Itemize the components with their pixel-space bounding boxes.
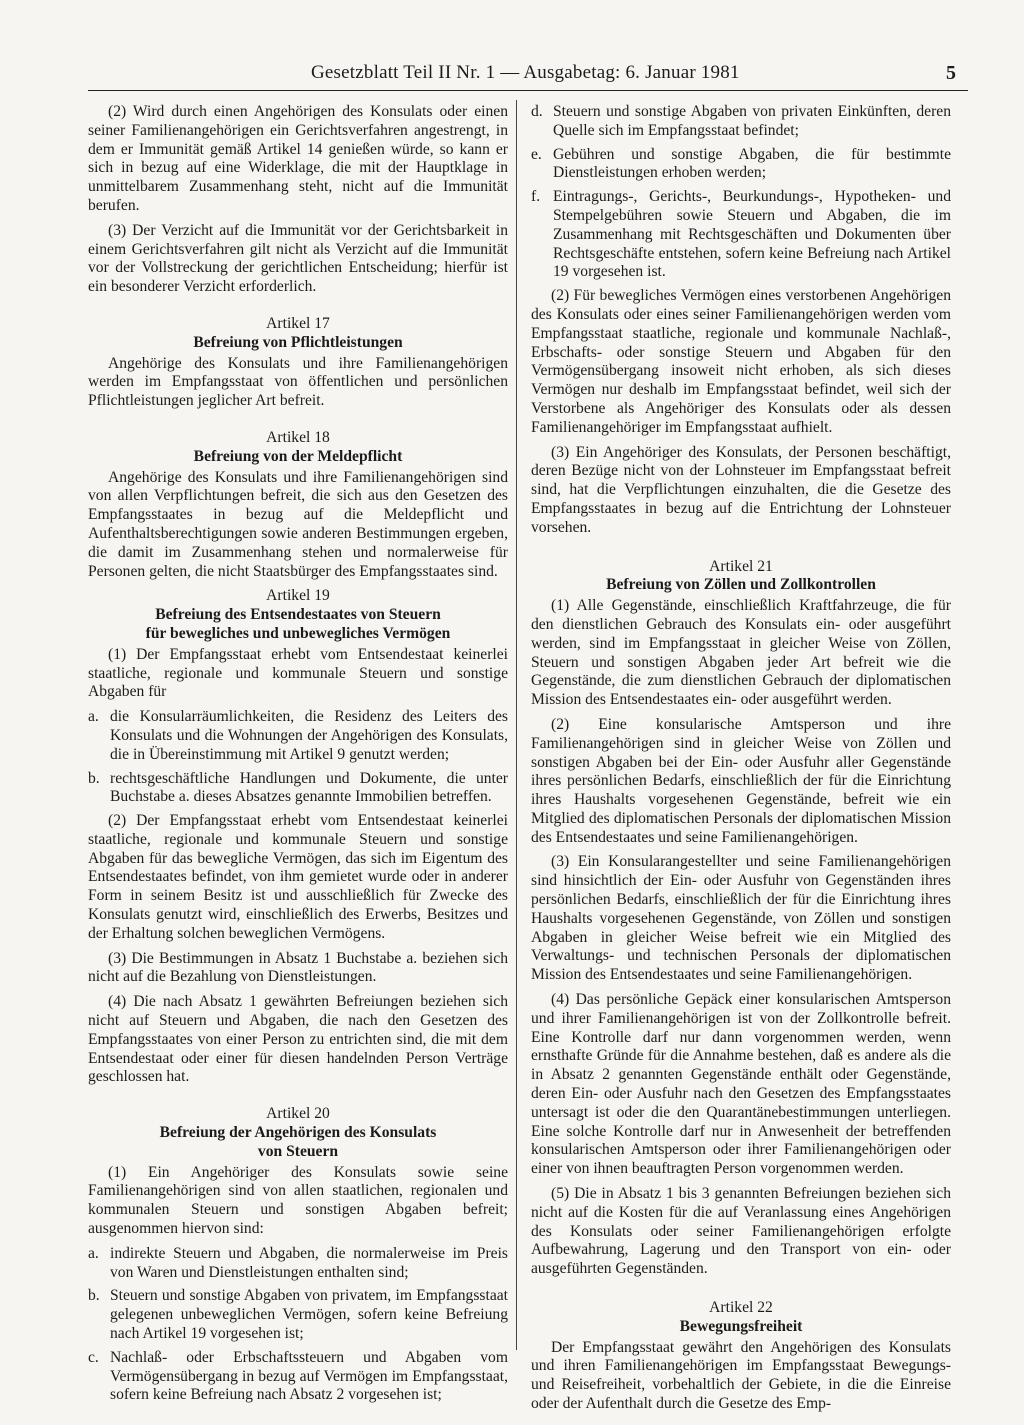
paragraph: (3) Der Verzicht auf die Immunität vor der Gerichtsbarkeit in einem Gerichtsverfahren gilt nicht als Verzicht auf die Immunität vor der Vollstreckung der gerichtlichen Entscheidung; hierfür ist ein besonderer Verzicht erforderlich. [88,221,508,296]
list-item-text: die Konsularräumlichkeiten, die Residenz des Leiters des Konsulats und die Wohnungen der Angehörigen des Konsulats, die in Übereinstimmung mit Artikel 9 genutzt werden; [110,708,508,763]
list-item-text: indirekte Steuern und Abgaben, die normalerweise im Preis von Waren und Dienstleistungen enthalten sind; [110,1244,508,1281]
article-title: Bewegungsfreiheit [679,1317,803,1335]
list-item [88,708,508,764]
article-title-continued: für bewegliches und unbewegliches Vermögen [145,624,451,642]
article-number: Artikel 21 [709,557,773,575]
article-heading [531,1299,951,1337]
paragraph: Der Empfangsstaat gewährt den Angehörigen des Konsulats und ihren Familienangehörigen im Empfangsstaat Bewegungs- und Reisefreiheit, vorbehaltlich der Gebiete, in die die Einreise oder der Aufenthalt durch die Gesetze des Emp- [531,1338,951,1412]
article-heading [88,429,508,467]
paragraph: (2) Der Empfangsstaat erhebt vom Entsendestaat keinerlei staatliche, regionale und kommunale Steuern und sonstige Abgaben für das bewegliche Vermögen, das sich im Eigentum des Entsendestaates befindet, von ihm gemietet wurde oder in anderer Form in seinem Besitz ist und ausschließlich für Zwecke des Konsulats genutzt wird, einschließlich des Erwerbs, Besitzes und der Erhaltung solchen beweglichen Vermögens. [88,812,508,942]
list-item [531,188,951,282]
article-title: Befreiung von der Meldepflicht [193,447,403,465]
paragraph: (2) Wird durch einen Angehörigen des Konsulats oder einen seiner Familienangehörigen ein Gerichtsverfahren angestrengt, in dem er Immunität gemäß Artikel 14 genießen würde, so kann er sich in bezug auf eine Widerklage, die mit der Hauptklage in unmittelbarem Zusammenhang steht, nicht auf die Immunität berufen. [88,103,508,214]
page-number: 5 [946,62,956,84]
list-item-text: Gebühren und sonstige Abgaben, die für bestimmte Dienstleistungen erhoben werden; [553,145,951,182]
paragraph: (1) Alle Gegenstände, einschließlich Kraftfahrzeuge, die für den dienstlichen Gebrauch des Konsulats ein- oder ausgeführt werden, sind im Empfangsstaat in gleicher Weise von Zöllen, Steuern und sonstigen Abgaben jeder Art befreit wie die Gegenstände, die zum dienstlichen Gebrauch der diplomatischen Mission des Entsendestaates ein- oder ausgeführt werden. [531,597,951,709]
list-item-text: Nachlaß- oder Erbschaftssteuern und Abgaben vom Vermögensübergang in bezug auf Vermögen im Empfangsstaat, sofern keine Befreiung nach Absatz 2 vorgesehen ist; [110,1348,508,1404]
article-number: Artikel 20 [266,1105,330,1123]
list-item-label: d. [531,103,543,120]
paragraph: (5) Die in Absatz 1 bis 3 genannten Befreiungen beziehen sich nicht auf die Kosten für die auf Veranlassung eines Angehörigen des Konsulats oder seiner Familienangehörigen erfolgte Aufbewahrung, Lagerung und den Transport von ein- oder ausgeführten Gegenständen. [531,1185,951,1278]
list-item-text: Eintragungs-, Gerichts-, Beurkundungs-, Hypotheken- und Stempelgebühren sowie Steuern und Abgaben, die im Zusammenhang mit Rechtsgeschäften und Dokumenten über Rechtsgeschäfte entstehen, sofern keine Befreiung nach Artikel 19 vorgesehen ist. [553,188,951,281]
column-divider [516,100,517,1350]
paragraph: (3) Die Bestimmungen in Absatz 1 Buchstabe a. beziehen sich nicht auf die Bezahlung von Dienstleistungen. [88,949,508,986]
paragraph: (1) Der Empfangsstaat erhebt vom Entsendestaat keinerlei staatliche, regionale und kommunale Steuern und sonstige Abgaben für [88,645,508,701]
paragraph: (4) Die nach Absatz 1 gewährten Befreiungen beziehen sich nicht auf Steuern und Abgaben, die nach den Gesetzen des Empfangsstaates von einer Person zu entrichten sind, die mit dem Entsendestaat oder einer für diesen handelnden Person Verträge geschlossen hat. [88,993,508,1086]
article-title: Befreiung von Zöllen und Zollkontrollen [606,576,876,594]
article-heading [88,587,508,643]
article-number: Artikel 17 [266,314,330,332]
article-number: Artikel 19 [266,587,330,605]
page-header [88,56,968,91]
article-title: Befreiung von Pflichtleistungen [193,333,403,351]
article-heading [88,315,508,353]
paragraph: (3) Ein Angehöriger des Konsulats, der Personen beschäftigt, deren Bezüge nicht von der Lohnsteuer im Empfangsstaat befreit sind, hat die Verpflichtungen einzuhalten, die die Gesetze des Empfangsstaates in bezug auf die Entrichtung der Lohnsteuer vorsehen. [531,443,951,536]
list-item [88,1245,508,1283]
article-title-continued: von Steuern [257,1142,339,1160]
article-title: Befreiung der Angehörigen des Konsulats [159,1124,437,1142]
article-heading [531,558,951,596]
list-item [88,1287,508,1343]
paragraph: Angehörige des Konsulats und ihre Familienangehörigen sind von allen Verpflichtungen befreit, die sich aus den Gesetzen des Empfangsstaates in bezug auf die Meldepflicht und Aufenthaltsberechtigungen sowie anderen Bestimmungen ergeben, die damit im Zusammenhang stehen und normalerweise für Personen gelten, die nicht Staatsbürger des Empfangsstaates sind. [88,468,508,580]
list-item-label: b. [88,1287,100,1305]
right-column [531,103,951,1420]
paragraph: (3) Ein Konsularangestellter und seine Familienangehörigen sind hinsichtlich der Ein- oder Ausfuhr von Gegenständen ihres persönlichen Bedarfs, einschließlich der für die Einrichtung ihres Haushalts vorgesehenen Gegenstände, von Zöllen und sonstigen Abgaben in gleicher Weise befreit wie ein Mitglied des Verwaltungs- und technischen Personals der diplomatischen Mission des Entsendestaates und seine Familienangehörigen. [531,853,951,984]
list-item-text: Steuern und sonstige Abgaben von privaten Einkünften, deren Quelle sich im Empfangsstaat befindet; [553,103,951,139]
left-column [88,103,508,1410]
article-number: Artikel 22 [709,1299,773,1317]
list-item-text: Steuern und sonstige Abgaben von privatem, im Empfangsstaat gelegenen unbeweglichen Vermögen, sofern keine Befreiung nach Artikel 19 vorgesehen ist; [110,1287,508,1343]
list-item [531,146,951,184]
paragraph: (2) Für bewegliches Vermögen eines verstorbenen Angehörigen des Konsulats oder eines seiner Familienangehörigen werden vom Empfangsstaat staatliche, regionale und kommunale Nachlaß-, Erbschafts- oder sonstige Steuern und Abgaben für den Vermögensübergang insoweit nicht erhoben, als sich dieses Vermögen nur deshalb im Empfangsstaat befindet, weil sich der Verstorbene als Angehöriger des Konsulats oder als dessen Familienangehöriger im Empfangsstaat aufhielt. [531,287,951,436]
article-title: Befreiung des Entsendestaates von Steuern [155,606,441,624]
paragraph: (2) Eine konsularische Amtsperson und ihre Familienangehörigen sind in gleicher Weise von Zöllen und sonstigen Abgaben bei der Ein- oder Ausfuhr aller Gegenstände ihres persönlichen Bedarfs, einschließlich der für die Einrichtung ihres Haushalts vorgesehenen Gegenstände, befreit wie ein Mitglied des diplomatischen Personals der diplomatischen Mission des Entsendestaates und seine Familienangehörigen. [531,715,951,846]
list-item [88,770,508,808]
list-item-label: a. [88,1244,99,1262]
list-item [88,1349,508,1405]
article-number: Artikel 18 [266,428,330,446]
article-heading [88,1105,508,1161]
list-item [531,103,951,141]
paragraph: (4) Das persönliche Gepäck einer konsularischen Amtsperson und ihrer Familienangehörigen ist von der Zollkontrolle befreit. Eine Kontrolle darf nur dann vorgenommen werden, wenn ernsthafte Gründe für die Annahme bestehen, daß es andere als die in Absatz 2 genannten Gegenstände enthält oder Gegenstände, deren Ein- oder Ausfuhr nach den Gesetzen des Empfangsstaates untersagt ist oder die den Quarantänebestimmungen unterliegen. Eine solche Kontrolle darf nur in Anwesenheit der betreffenden konsularischen Amtsperson oder ihrer Familienangehörigen oder einer von ihnen beauftragten Person vorgenommen werden. [531,991,951,1178]
list-item-label: c. [88,1348,99,1366]
header-title: Gesetzblatt Teil II Nr. 1 — Ausgabetag: 6. Januar 1981 [311,62,740,83]
list-item-label: e. [531,145,542,163]
paragraph: (1) Ein Angehöriger des Konsulats sowie seine Familienangehörigen sind von allen staatlichen, regionalen und kommunalen Steuern und sonstigen Abgaben befreit; ausgenommen hiervon sind: [88,1163,508,1238]
list-item-label: a. [88,708,99,726]
list-item-label: b. [88,769,100,787]
list-item-label: f. [531,188,541,206]
paragraph: Angehörige des Konsulats und ihre Familienangehörigen werden im Empfangsstaat von öffentlichen und persönlichen Pflichtleistungen jeglicher Art befreit. [88,354,508,410]
list-item-text: rechtsgeschäftliche Handlungen und Dokumente, die unter Buchstabe a. dieses Absatzes genannte Immobilien betreffen. [110,769,508,806]
